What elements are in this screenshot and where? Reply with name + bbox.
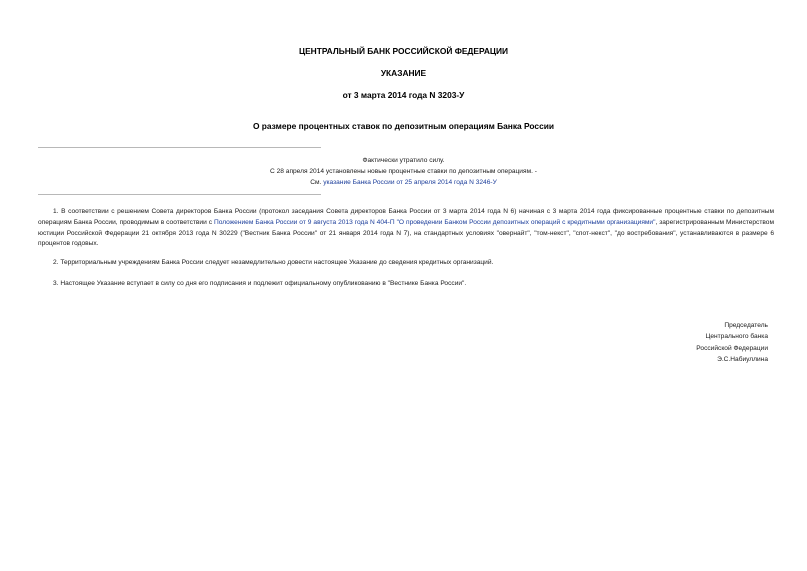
paragraph-3 [38,279,774,290]
signature-block [696,320,768,365]
organization-heading: ЦЕНТРАЛЬНЫЙ БАНК РОССИЙСКОЙ ФЕДЕРАЦИИ [298,46,509,56]
paragraph-1-text-b: , зарегистрированным Министерством юстиции Российской Федерации 21 октября 2013 года N 30229 ("Вестник Банка России" от 21 января 2014 года N 7), на стандартных условиях "овернайт", "том-некст", "спот-некст", "до востребования", устанавливаются в размере 6 процентов годовых. [38,218,774,248]
see-prefix: См. [310,179,324,186]
signature-org: Центрального банка [705,333,768,341]
signature-title: Председатель [724,322,768,329]
signatory-name: Э.С.Набиуллина [717,355,768,363]
document-type-heading: УКАЗАНИЕ [380,68,427,78]
paragraph-3-text: 3. Настоящее Указание вступает в силу со дня его подписания и подлежит официальному опубликованию в "Вестнике Банка России". [53,280,467,287]
regulation-404-p-link[interactable]: Положением Банка России от 9 августа 2013 года N 404-П "О проведении Банком России депозитных операций с кредитными организациями" [213,218,656,226]
paragraph-1-text-a: 1. В соответствии с решением Совета директоров Банка России (протокол заседания Совета директоров Банка России от 3 марта 2014 года N 6) начиная с 3 марта 2014 года фиксированные процентные ставки по депозитным операциям Банка России, проводимым в соответствии с [38,208,774,226]
signature-org-country: Российской Федерации [696,344,768,352]
divider-bottom [38,194,321,195]
see-decree-link[interactable]: указание Банка России от 25 апреля 2014 года N 3246-У [323,179,497,186]
paragraph-2 [38,258,774,269]
document-date-number: от 3 марта 2014 года N 3203-У [342,90,465,100]
status-note-line2: С 28 апреля 2014 установлены новые процентные ставки по депозитным операциям. - [270,168,537,175]
status-note-line1: Фактически утратило силу. [362,157,445,164]
paragraph-1 [38,207,774,250]
document-title: О размере процентных ставок по депозитным операциям Банка России [252,121,555,131]
paragraph-2-text: 2. Территориальным учреждениям Банка России следует незамедлительно довести настоящее Указание до сведения кредитных организаций. [53,259,494,266]
divider-top [38,147,321,148]
status-note-see [0,178,807,189]
